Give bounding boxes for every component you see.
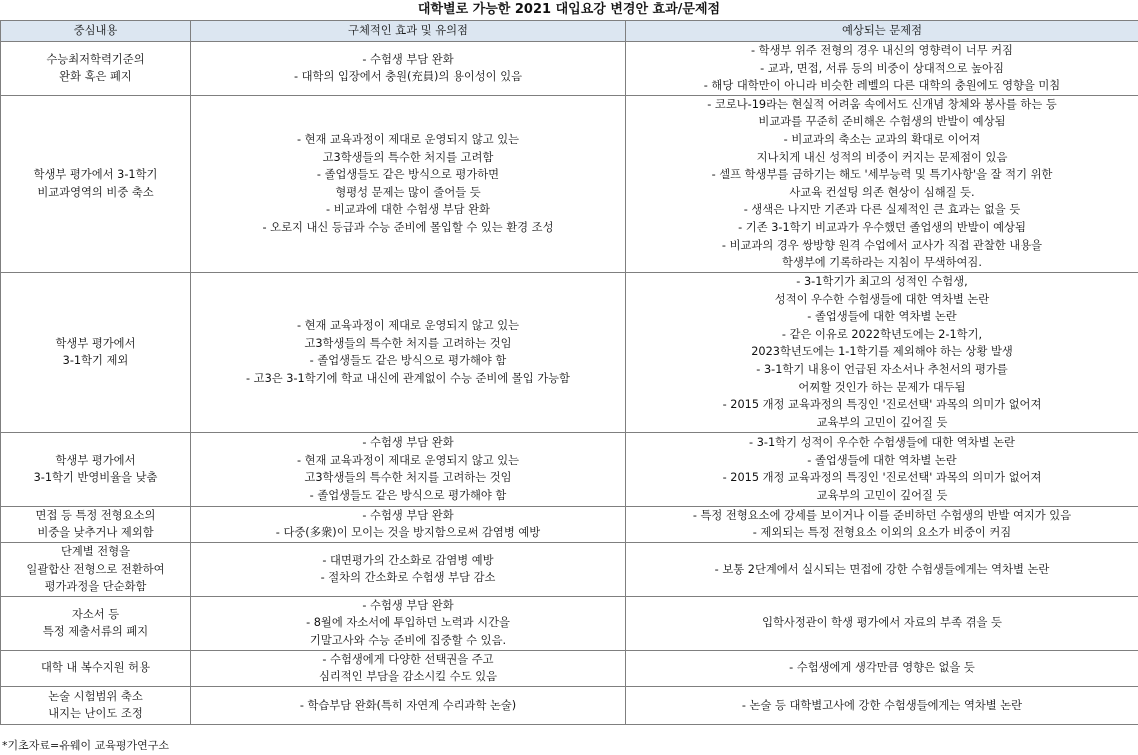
cell-line: - 8월에 자소서에 투입하던 노력과 시간을	[306, 616, 510, 630]
table-row	[1, 95, 1138, 272]
cell-line: 3-1학기 제외	[62, 354, 129, 368]
effects-cell	[191, 506, 626, 542]
cell-line: 비교과를 꾸준히 준비해온 수험생의 반발이 예상됨	[758, 115, 1006, 129]
cell-line: - 졸업생들도 같은 방식으로 평가해야 함	[309, 488, 507, 502]
cell-line: - 제외되는 특정 전형요소 이외의 요소가 비중이 커짐	[752, 526, 1012, 540]
effects-cell	[191, 272, 626, 432]
table-row	[1, 542, 1138, 596]
cell-line: 지나치게 내신 성적의 비중이 커지는 문제점이 있음	[756, 150, 1008, 164]
cell-line: - 논술 등 대학별고사에 강한 수험생들에게는 역차별 논란	[741, 698, 1023, 712]
problems-cell	[626, 95, 1138, 272]
problems-cell	[626, 42, 1138, 96]
cell-line: - 현재 교육과정이 제대로 운영되지 않고 있는	[296, 132, 520, 146]
cell-line: - 졸업생들에 대한 역차별 논란	[807, 453, 957, 467]
effects-cell	[191, 95, 626, 272]
problems-cell	[626, 686, 1138, 724]
cell-line: 논술 시험범위 축소	[48, 689, 143, 703]
cell-line: - 졸업생들도 같은 방식으로 평가해야 함	[309, 354, 507, 368]
header-effects: 구체적인 효과 및 유의점	[191, 21, 626, 42]
cell-line: - 고3은 3-1학기에 학교 내신에 관계없이 수능 준비에 몰입 가능함	[246, 371, 570, 385]
effects-cell	[191, 686, 626, 724]
table-row	[1, 686, 1138, 724]
cell-line: 고3학생들의 특수한 처지를 고려하는 것임	[304, 471, 512, 485]
topic-cell	[1, 596, 191, 650]
cell-line: - 수험생에게 다양한 선택권을 주고	[322, 652, 494, 666]
cell-line: 자소서 등	[71, 607, 120, 621]
source-footnote: *기초자료=유웨이 교육평가연구소	[2, 739, 169, 752]
problems-cell	[626, 542, 1138, 596]
cell-line: 학생부 평가에서 3-1학기	[33, 168, 158, 182]
cell-line: - 생색은 나지만 기존과 다른 실제적인 큰 효과는 없을 듯	[743, 203, 1021, 217]
cell-line: - 해당 대학만이 아니라 비슷한 레벨의 다른 대학의 충원에도 영향을 미침	[703, 79, 1061, 93]
cell-line: 입학사정관이 학생 평가에서 자료의 부족 겪을 듯	[762, 616, 1002, 630]
header-row	[1, 21, 1138, 42]
cell-line: 사교육 컨설팅 의존 현상이 심해질 듯.	[789, 185, 975, 199]
cell-line: - 학생부 위주 전형의 경우 내신의 영향력이 너무 커짐	[751, 44, 1013, 57]
cell-line: 고3학생들의 특수한 처지를 고려함	[322, 150, 494, 164]
cell-line: - 대학의 입장에서 충원(充員)의 용이성이 있음	[293, 70, 523, 84]
cell-line: - 3-1학기 성적이 우수한 수험생들에 대한 역차별 논란	[749, 436, 1015, 450]
topic-cell	[1, 506, 191, 542]
cell-line: - 특정 전형요소에 강세를 보이거나 이를 준비하던 수험생의 반발 여지가 있음	[692, 508, 1072, 522]
cell-line: 완화 혹은 폐지	[59, 70, 132, 84]
cell-line: - 다중(多衆)이 모이는 것을 방지함으로써 감염병 예방	[275, 526, 541, 540]
table-row	[1, 272, 1138, 432]
table-body	[1, 42, 1138, 725]
cell-line: - 셀프 학생부를 금하기는 해도 '세부능력 및 특기사항'을 잘 적기 위한	[711, 168, 1053, 182]
cell-line: 일괄합산 전형으로 전환하여	[26, 562, 165, 576]
cell-line: - 코로나-19라는 현실적 어려움 속에서도 신개념 창체와 봉사를 하는 등	[707, 97, 1057, 111]
cell-line: 평가과정을 단순화함	[44, 580, 147, 594]
cell-line: - 수험생 부담 완화	[362, 436, 454, 450]
topic-cell	[1, 42, 191, 96]
effects-cell	[191, 650, 626, 686]
cell-line: 형평성 문제는 많이 줄어들 듯	[335, 185, 481, 199]
cell-line: - 기존 3-1학기 비교과가 우수했던 졸업생의 반발이 예상됨	[738, 220, 1026, 234]
table-title: 대학별로 가능한 2021 대입요강 변경안 효과/문제점	[417, 2, 721, 17]
cell-line: - 3-1학기가 최고의 성적인 수험생,	[796, 275, 968, 289]
cell-line: - 절차의 간소화로 수험생 부담 감소	[320, 571, 496, 585]
cell-line: 특정 제출서류의 폐지	[42, 625, 149, 639]
effects-cell	[191, 432, 626, 506]
cell-line: - 비교과에 대한 수험생 부담 완화	[326, 203, 490, 217]
cell-line: 학생부에 기록하라는 지침이 무색하여짐.	[782, 256, 982, 270]
cell-line: - 졸업생들도 같은 방식으로 평가하면	[316, 168, 500, 182]
header-topic: 중심내용	[1, 21, 191, 42]
cell-line: 단계별 전형을	[60, 544, 131, 558]
topic-cell	[1, 272, 191, 432]
table-row	[1, 42, 1138, 96]
cell-line: 비중을 낮추거나 제외함	[37, 526, 154, 540]
cell-line: 면접 등 특정 전형요소의	[35, 508, 156, 522]
topic-cell	[1, 650, 191, 686]
topic-cell	[1, 432, 191, 506]
cell-line: - 오로지 내신 등급과 수능 준비에 몰입할 수 있는 환경 조성	[262, 220, 554, 234]
problems-cell	[626, 650, 1138, 686]
cell-line: 대학 내 복수지원 허용	[41, 661, 150, 675]
cell-line: - 교과, 면접, 서류 등의 비중이 상대적으로 높아짐	[760, 61, 1004, 75]
cell-line: 비교과영역의 비중 축소	[37, 185, 154, 199]
table-row	[1, 506, 1138, 542]
cell-line: - 졸업생들에 대한 역차별 논란	[807, 310, 957, 324]
effects-cell	[191, 542, 626, 596]
cell-line: - 같은 이유로 2022학년도에는 2-1학기,	[781, 327, 983, 341]
cell-line: 3-1학기 반영비율을 낮춤	[33, 471, 158, 485]
cell-line: 심리적인 부담을 감소시킬 수도 있음	[318, 670, 498, 684]
problems-cell	[626, 506, 1138, 542]
problems-cell	[626, 432, 1138, 506]
problems-cell	[626, 272, 1138, 432]
cell-line: 고3학생들의 특수한 처지를 고려하는 것임	[304, 336, 512, 350]
cell-line: 수능최저학력기준의	[46, 52, 145, 66]
cell-line: 교육부의 고민이 깊어질 듯	[816, 415, 948, 429]
cell-line: 내지는 난이도 조정	[48, 707, 143, 721]
cell-line: - 3-1학기 내용이 언급된 자소서나 추천서의 평가를	[756, 363, 1008, 377]
cell-line: - 보통 2단계에서 실시되는 면접에 강한 수험생들에게는 역차별 논란	[714, 562, 1050, 576]
cell-line: - 현재 교육과정이 제대로 운영되지 않고 있는	[296, 319, 520, 333]
table-row	[1, 596, 1138, 650]
cell-line: - 현재 교육과정이 제대로 운영되지 않고 있는	[296, 453, 520, 467]
cell-line: 기말고사와 수능 준비에 집중할 수 있음.	[309, 633, 507, 647]
cell-line: 학생부 평가에서	[55, 336, 136, 350]
table-row	[1, 650, 1138, 686]
cell-line: 학생부 평가에서	[55, 453, 136, 467]
policy-table	[0, 20, 1138, 725]
cell-line: 교육부의 고민이 깊어질 듯	[816, 488, 948, 502]
topic-cell	[1, 686, 191, 724]
topic-cell	[1, 542, 191, 596]
cell-line: - 학습부담 완화(특히 자연계 수리과학 논술)	[299, 698, 517, 712]
effects-cell	[191, 42, 626, 96]
problems-cell	[626, 596, 1138, 650]
cell-line: - 수험생 부담 완화	[362, 598, 454, 612]
cell-line: - 비교과의 축소는 교과의 확대로 이어져	[783, 132, 981, 146]
effects-cell	[191, 596, 626, 650]
cell-line: - 2015 개정 교육과정의 특징인 '진로선택' 과목의 의미가 없어져	[722, 471, 1042, 485]
cell-line: 2023학년도에는 1-1학기를 제외해야 하는 상황 발생	[751, 345, 1013, 359]
cell-line: - 비교과의 경우 쌍방향 원격 수업에서 교사가 직접 관찰한 내용을	[721, 238, 1043, 252]
cell-line: 어찌할 것인가 하는 문제가 대두됨	[798, 380, 966, 394]
header-problems: 예상되는 문제점	[626, 21, 1138, 42]
table-row	[1, 432, 1138, 506]
cell-line: - 수험생 부담 완화	[362, 508, 454, 522]
cell-line: - 대면평가의 간소화로 감염병 예방	[322, 553, 494, 567]
cell-line: - 수험생 부담 완화	[362, 52, 454, 66]
cell-line: - 2015 개정 교육과정의 특징인 '진로선택' 과목의 의미가 없어져	[722, 398, 1042, 412]
cell-line: 성적이 우수한 수험생들에 대한 역차별 논란	[774, 292, 990, 306]
topic-cell	[1, 95, 191, 272]
cell-line: - 수험생에게 생각만큼 영향은 없을 듯	[789, 661, 975, 675]
